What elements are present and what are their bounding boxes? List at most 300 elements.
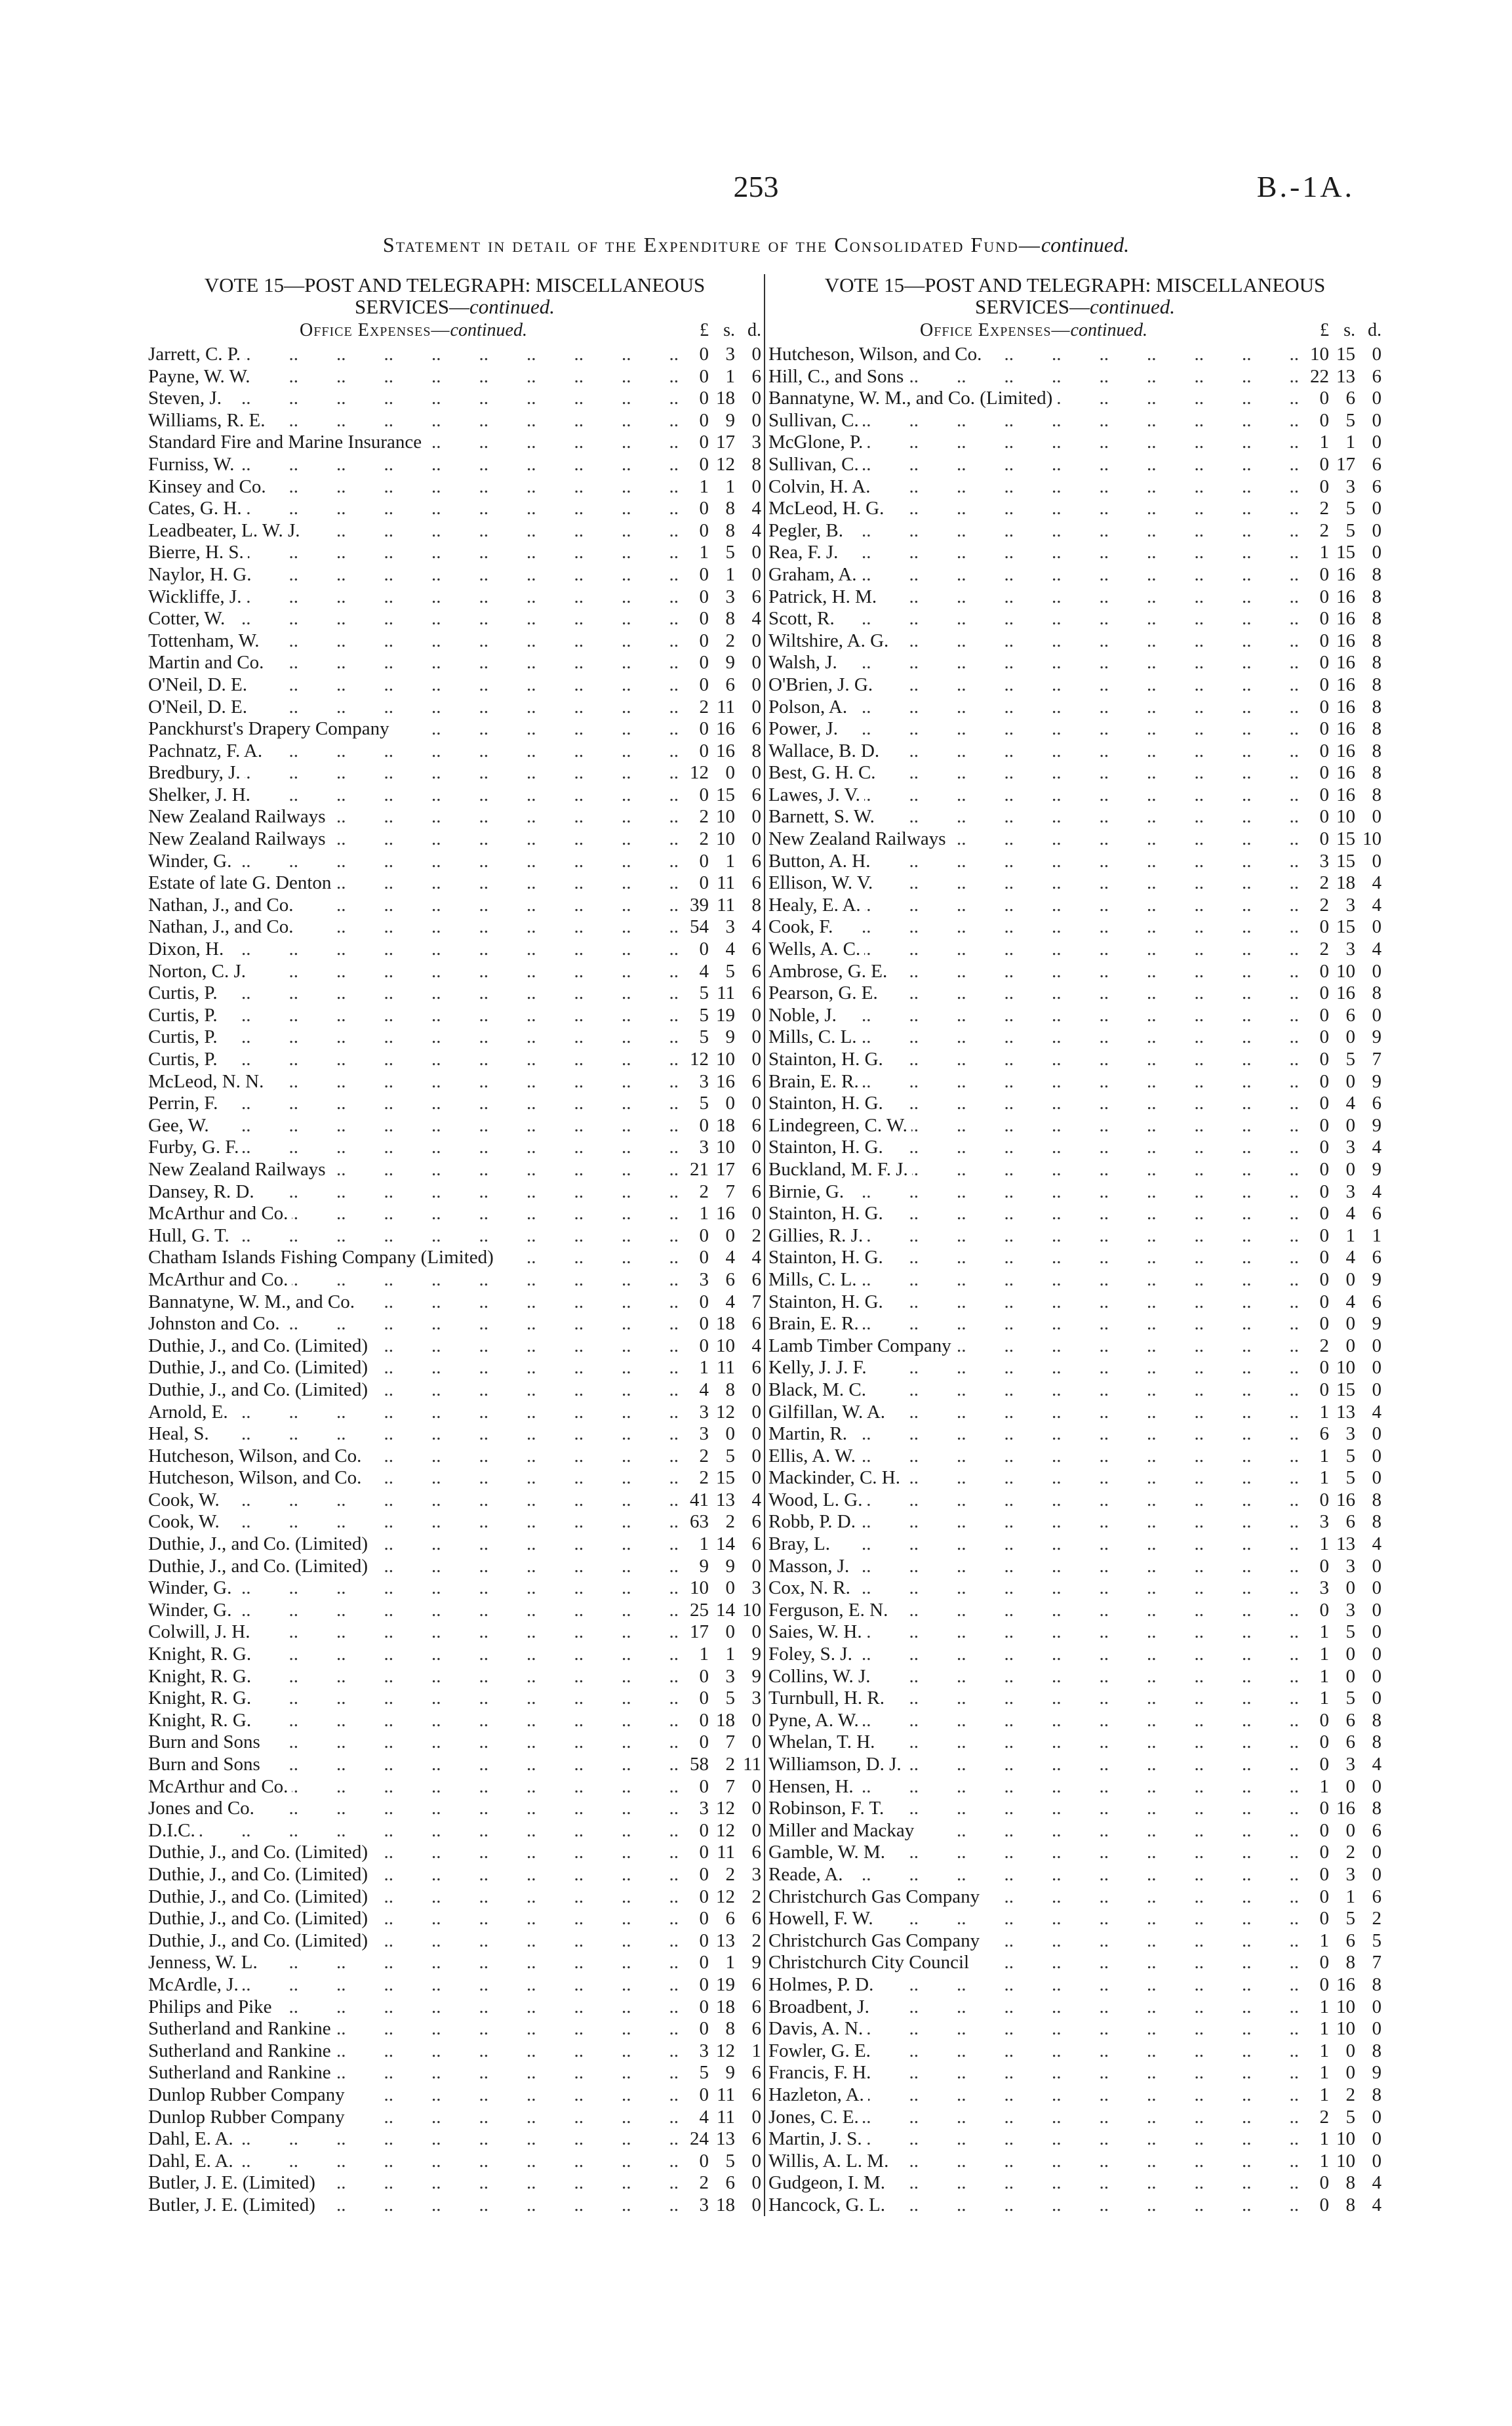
pence-value: 9 — [751, 1952, 761, 1973]
pence-value: 8 — [1372, 1511, 1382, 1533]
table-row — [768, 520, 1382, 542]
table-row — [768, 1533, 1382, 1556]
payee-name: Gudgeon, I. M. — [768, 2172, 889, 2193]
payee-cell — [148, 652, 679, 674]
payee-cell — [148, 498, 679, 520]
table-row — [148, 1071, 761, 1093]
pence-value: 0 — [1372, 344, 1382, 365]
pounds-value: 0 — [1319, 1093, 1329, 1114]
shillings-value: 0 — [725, 1093, 735, 1114]
payee-cell — [768, 2194, 1299, 2217]
pence-value: 8 — [1372, 696, 1382, 718]
payee-name: Ellis, A. W. — [768, 1445, 860, 1466]
pence-value: 8 — [1372, 563, 1382, 585]
table-row — [148, 1644, 761, 1666]
pounds-value: 3 — [699, 2040, 709, 2061]
shillings-value: 4 — [725, 1291, 735, 1312]
shillings-value: 6 — [1345, 1511, 1355, 1533]
shillings-value: 0 — [1345, 1577, 1355, 1599]
pence-value: 6 — [751, 872, 761, 894]
table-row — [768, 1644, 1382, 1666]
payee-cell — [148, 1115, 679, 1137]
pounds-value: 2 — [699, 828, 709, 850]
shillings-value: 8 — [725, 498, 735, 519]
payee-cell — [148, 2040, 679, 2063]
pence-value: 4 — [1372, 2194, 1382, 2215]
table-row — [768, 1049, 1382, 1071]
pounds-value: 5 — [699, 982, 709, 1004]
payee-name: Knight, R. G. — [148, 1688, 255, 1708]
table-row — [148, 1181, 761, 1203]
payee-name: Duthie, J., and Co. (Limited) — [148, 1864, 372, 1885]
pence-value: 4 — [1372, 1137, 1382, 1158]
payee-name: Duthie, J., and Co. (Limited) — [148, 1357, 372, 1378]
pounds-value: 0 — [699, 1886, 709, 1907]
table-row — [768, 2172, 1382, 2194]
pounds-value: 2 — [699, 1181, 709, 1202]
table-row — [768, 1842, 1382, 1864]
pounds-value: 1 — [1319, 542, 1329, 563]
payee-name: New Zealand Railways — [768, 828, 950, 849]
payee-name: Hutcheson, Wilson, and Co. — [148, 1467, 365, 1488]
pounds-value: 0 — [699, 630, 709, 651]
payee-cell — [768, 1071, 1299, 1093]
pounds-value: 0 — [699, 498, 709, 519]
shillings-value: 1 — [725, 1952, 735, 1973]
pounds-value: 0 — [699, 1665, 709, 1687]
pounds-value: 6 — [1319, 1423, 1329, 1445]
pounds-value: 0 — [1319, 1842, 1329, 1863]
payee-name: Butler, J. E. (Limited) — [148, 2194, 319, 2215]
table-row — [768, 1225, 1382, 1247]
pence-value: 4 — [751, 916, 761, 938]
pence-value: 4 — [1372, 894, 1382, 916]
payee-cell — [148, 762, 679, 784]
pence-value: 8 — [1372, 718, 1382, 740]
shillings-value: 0 — [725, 1423, 735, 1445]
pounds-value: 0 — [699, 1291, 709, 1312]
payee-name: Hazleton, A. — [768, 2084, 868, 2105]
pounds-value: 5 — [699, 1026, 709, 1048]
pence-value: 4 — [1372, 1181, 1382, 1202]
table-row — [768, 1930, 1382, 1952]
payee-name: Lawes, J. V. — [768, 784, 864, 805]
table-row — [768, 344, 1382, 366]
pence-value: 3 — [751, 1577, 761, 1599]
payee-cell — [768, 1930, 1299, 1952]
pounds-value: 0 — [1319, 1026, 1329, 1048]
shillings-value: 16 — [716, 1070, 735, 1092]
shillings-value: 18 — [716, 1114, 735, 1136]
table-row — [148, 1379, 761, 1402]
pounds-value: 0 — [699, 1863, 709, 1885]
shillings-value: 6 — [1345, 1709, 1355, 1731]
table-row — [148, 564, 761, 586]
payee-cell — [768, 1026, 1299, 1049]
pence-value: 0 — [751, 1093, 761, 1114]
pence-value: 9 — [1372, 1026, 1382, 1048]
pence-value: 4 — [1372, 2172, 1382, 2194]
pence-value: 0 — [751, 388, 761, 409]
payee-name: Pachnatz, F. A. — [148, 740, 266, 761]
pence-value: 2 — [1372, 1908, 1382, 1930]
shillings-value: 3 — [1345, 1423, 1355, 1445]
pence-value: 8 — [1372, 2040, 1382, 2061]
table-row — [768, 872, 1382, 895]
right-vote-heading-line1: VOTE 15—POST AND TELEGRAPH: MISCELLANEOUS — [824, 274, 1326, 296]
table-row — [768, 1467, 1382, 1489]
pence-value: 4 — [751, 1335, 761, 1356]
shillings-value: 3 — [1345, 1555, 1355, 1577]
pence-value: 0 — [751, 409, 761, 431]
payee-name: Furby, G. F. — [148, 1137, 243, 1158]
payee-name: Wiltshire, A. G. — [768, 630, 892, 651]
payee-name: Duthie, J., and Co. (Limited) — [148, 1930, 372, 1951]
table-row — [148, 916, 761, 939]
table-row — [768, 762, 1382, 784]
shillings-value: 9 — [725, 1026, 735, 1048]
shillings-value: 9 — [725, 2062, 735, 2084]
pounds-value: 41 — [690, 1489, 709, 1510]
table-row — [148, 1974, 761, 1996]
pence-value: 6 — [751, 1070, 761, 1092]
payee-cell — [148, 895, 679, 917]
shillings-value: 6 — [725, 2172, 735, 2194]
payee-name: McArthur and Co. — [148, 1776, 292, 1797]
pence-value: 0 — [1372, 1357, 1382, 1379]
table-row — [148, 2040, 761, 2063]
pence-value: 0 — [1372, 960, 1382, 982]
shillings-value: 13 — [1336, 1533, 1355, 1555]
pence-value: 7 — [1372, 1952, 1382, 1973]
shillings-value: 16 — [716, 718, 735, 740]
pence-value: 6 — [751, 1181, 761, 1202]
pounds-value: 0 — [699, 1688, 709, 1709]
shillings-value: 3 — [1345, 475, 1355, 497]
payee-cell — [148, 630, 679, 653]
pounds-value: 0 — [699, 1731, 709, 1753]
pence-value: 4 — [751, 498, 761, 519]
payee-cell — [768, 1335, 1299, 1358]
table-row — [768, 366, 1382, 388]
payee-cell — [768, 1556, 1299, 1578]
table-row — [148, 1886, 761, 1909]
payee-name: Sutherland and Rankine — [148, 2040, 335, 2061]
left-pounds-header: £ — [700, 320, 709, 340]
pence-value: 6 — [1372, 1819, 1382, 1841]
payee-name: Duthie, J., and Co. (Limited) — [148, 1533, 372, 1554]
pence-value: 2 — [751, 1886, 761, 1907]
table-row — [148, 1577, 761, 1600]
shillings-value: 13 — [716, 1930, 735, 1951]
table-row — [148, 652, 761, 674]
table-row — [768, 1291, 1382, 1314]
payee-name: Dixon, H. — [148, 939, 228, 960]
table-row — [148, 697, 761, 719]
pounds-value: 2 — [699, 806, 709, 828]
table-row — [768, 1776, 1382, 1798]
table-row — [148, 2172, 761, 2194]
pence-value: 8 — [1372, 1973, 1382, 1995]
pounds-value: 0 — [1319, 1313, 1329, 1335]
payee-name: Cook, F. — [768, 916, 837, 937]
pence-value: 0 — [751, 1819, 761, 1841]
payee-cell — [768, 2128, 1299, 2151]
shillings-value: 5 — [1345, 1688, 1355, 1709]
table-row — [768, 608, 1382, 630]
pence-value: 8 — [1372, 740, 1382, 761]
pence-value: 0 — [751, 1731, 761, 1753]
shillings-value: 3 — [1345, 1754, 1355, 1775]
payee-cell — [768, 895, 1299, 917]
table-row — [148, 1049, 761, 1071]
payee-cell — [148, 1600, 679, 1622]
shillings-value: 19 — [716, 1973, 735, 1995]
payee-name: Johnston and Co. — [148, 1313, 284, 1334]
right-subheading: Office Expenses—continued. — [920, 320, 1147, 340]
shillings-value: 5 — [725, 960, 735, 982]
pence-value: 0 — [751, 806, 761, 828]
pounds-value: 0 — [1319, 1555, 1329, 1577]
pounds-value: 0 — [1319, 828, 1329, 850]
pounds-value: 12 — [690, 762, 709, 784]
pounds-value: 0 — [699, 1247, 709, 1268]
pence-value: 8 — [1372, 1709, 1382, 1731]
pence-value: 0 — [1372, 1577, 1382, 1599]
table-row — [768, 1798, 1382, 1820]
payee-cell — [148, 1974, 679, 1996]
pounds-value: 63 — [690, 1511, 709, 1533]
pence-value: 6 — [751, 939, 761, 960]
payee-name: Duthie, J., and Co. (Limited) — [148, 1556, 372, 1577]
payee-cell — [148, 1005, 679, 1027]
pence-value: 0 — [751, 762, 761, 784]
payee-name: Francis, F. H. — [768, 2062, 875, 2083]
pence-value: 6 — [751, 1268, 761, 1290]
table-row — [768, 2107, 1382, 2129]
pounds-value: 0 — [1319, 1731, 1329, 1753]
payee-cell — [768, 564, 1299, 586]
shillings-value: 6 — [1345, 388, 1355, 409]
table-row — [768, 1402, 1382, 1424]
shillings-value: 0 — [1345, 1819, 1355, 1841]
payee-name: Whelan, T. H. — [768, 1731, 879, 1752]
pence-value: 0 — [751, 630, 761, 651]
table-row — [768, 1864, 1382, 1886]
shillings-value: 0 — [725, 1577, 735, 1599]
pence-value: 0 — [751, 1049, 761, 1070]
pence-value: 9 — [1372, 2062, 1382, 2084]
pence-value: 3 — [751, 1863, 761, 1885]
shillings-value: 8 — [1345, 1952, 1355, 1973]
pence-value: 6 — [751, 1842, 761, 1863]
shillings-value: 15 — [1336, 916, 1355, 938]
table-row — [148, 432, 761, 454]
payee-cell — [768, 762, 1299, 784]
payee-cell — [148, 2062, 679, 2084]
shillings-value: 1 — [1345, 1224, 1355, 1246]
payee-cell — [768, 366, 1299, 388]
table-row — [768, 784, 1382, 807]
payee-name: Lamb Timber Company — [768, 1335, 955, 1356]
payee-name: Bannatyne, W. M., and Co. (Limited) — [768, 388, 1056, 409]
payee-cell — [148, 2128, 679, 2151]
pence-value: 10 — [742, 1599, 761, 1621]
payee-name: Cook, W. — [148, 1511, 224, 1532]
payee-cell — [148, 1776, 679, 1798]
pounds-value: 0 — [1319, 1049, 1329, 1070]
pounds-value: 1 — [1319, 2150, 1329, 2172]
table-row — [768, 806, 1382, 828]
payee-name: Ellison, W. V. — [768, 872, 877, 893]
payee-name: Gee, W. — [148, 1115, 213, 1136]
payee-name: New Zealand Railways — [148, 1159, 330, 1180]
payee-name: Wickliffe, J. — [148, 586, 245, 607]
pounds-value: 0 — [699, 586, 709, 607]
shillings-value: 8 — [725, 519, 735, 541]
pounds-value: 21 — [690, 1158, 709, 1180]
pounds-value: 0 — [1319, 762, 1329, 784]
payee-cell — [768, 410, 1299, 432]
statement-title: Statement in detail of the Expenditure of the Consolidated Fund—continued. — [382, 233, 1130, 256]
payee-name: Saies, W. H. — [768, 1621, 866, 1642]
table-row — [148, 498, 761, 520]
pence-value: 0 — [1372, 2150, 1382, 2172]
payee-cell — [148, 674, 679, 697]
payee-cell — [148, 872, 679, 895]
pounds-value: 0 — [699, 344, 709, 365]
payee-cell — [768, 1445, 1299, 1468]
pence-value: 1 — [1372, 1224, 1382, 1246]
pence-value: 0 — [751, 2150, 761, 2172]
payee-name: Turnbull, H. R. — [768, 1688, 888, 1708]
payee-name: Wood, L. G. — [768, 1489, 866, 1510]
pounds-value: 0 — [1319, 1268, 1329, 1290]
payee-cell — [148, 1423, 679, 1445]
payee-name: Cox, N. R. — [768, 1577, 854, 1598]
table-row — [148, 608, 761, 630]
table-row — [768, 1335, 1382, 1358]
shillings-value: 16 — [1336, 652, 1355, 674]
payee-name: Standard Fire and Marine Insurance — [148, 432, 426, 453]
pounds-value: 1 — [699, 1357, 709, 1379]
pence-value: 0 — [751, 1555, 761, 1577]
pence-value: 0 — [751, 1775, 761, 1797]
pounds-value: 0 — [699, 388, 709, 409]
payee-cell — [768, 388, 1299, 410]
shillings-value: 4 — [725, 1247, 735, 1268]
table-row — [768, 1996, 1382, 2019]
payee-name: Stainton, H. G. — [768, 1247, 887, 1268]
shillings-value: 5 — [1345, 1621, 1355, 1643]
payee-cell — [768, 652, 1299, 674]
payee-cell — [148, 1864, 679, 1886]
shillings-value: 5 — [1345, 409, 1355, 431]
payee-cell — [148, 1489, 679, 1512]
payee-cell — [148, 784, 679, 807]
pence-value: 5 — [1372, 1930, 1382, 1951]
shillings-value: 10 — [716, 1049, 735, 1070]
payee-cell — [768, 1820, 1299, 1842]
payee-cell — [768, 674, 1299, 697]
payee-cell — [148, 939, 679, 961]
pounds-value: 0 — [1319, 1247, 1329, 1268]
table-row — [148, 542, 761, 564]
payee-name: D.I.C. — [148, 1820, 199, 1841]
payee-name: New Zealand Railways — [148, 828, 330, 849]
shillings-value: 12 — [716, 453, 735, 475]
payee-cell — [148, 1621, 679, 1644]
pounds-value: 2 — [1319, 498, 1329, 519]
pence-value: 10 — [1363, 828, 1382, 850]
payee-cell — [148, 1842, 679, 1864]
payee-name: Foley, S. J. — [768, 1644, 856, 1665]
pence-value: 1 — [751, 2040, 761, 2061]
pounds-value: 0 — [1319, 388, 1329, 409]
pence-value: 11 — [743, 1754, 761, 1775]
pounds-value: 2 — [699, 1467, 709, 1489]
table-row — [768, 1181, 1382, 1203]
pence-value: 9 — [1372, 1070, 1382, 1092]
pounds-value: 0 — [1319, 1952, 1329, 1973]
table-row — [768, 1313, 1382, 1335]
pounds-value: 1 — [1319, 1665, 1329, 1687]
pounds-value: 1 — [699, 1533, 709, 1555]
payee-cell — [148, 1754, 679, 1776]
payee-name: Sullivan, C. — [768, 454, 863, 475]
shillings-value: 16 — [1336, 1489, 1355, 1510]
table-row — [148, 939, 761, 961]
left-pence-header: d. — [747, 320, 761, 340]
table-row — [148, 1445, 761, 1468]
shillings-value: 2 — [725, 630, 735, 651]
shillings-value: 10 — [716, 828, 735, 850]
payee-name: Scott, R. — [768, 608, 839, 629]
table-row — [148, 1776, 761, 1798]
payee-name: Perrin, F. — [148, 1093, 222, 1114]
table-row — [768, 1511, 1382, 1533]
pounds-value: 3 — [699, 1137, 709, 1158]
shillings-value: 18 — [716, 1313, 735, 1335]
pence-value: 2 — [751, 1930, 761, 1951]
shillings-value: 5 — [725, 1445, 735, 1466]
pounds-value: 0 — [1319, 982, 1329, 1004]
right-column — [764, 274, 1382, 2216]
payee-cell — [768, 1247, 1299, 1269]
payee-cell — [148, 697, 679, 719]
payee-cell — [768, 1754, 1299, 1776]
table-row — [148, 1313, 761, 1335]
pounds-value: 4 — [699, 1379, 709, 1400]
payee-cell — [768, 718, 1299, 740]
shillings-value: 9 — [725, 652, 735, 674]
pounds-value: 0 — [699, 652, 709, 674]
shillings-value: 10 — [1336, 2018, 1355, 2040]
pence-value: 6 — [751, 2018, 761, 2040]
pence-value: 6 — [751, 1996, 761, 2017]
shillings-value: 10 — [716, 1335, 735, 1356]
pounds-value: 2 — [1319, 1335, 1329, 1356]
pence-value: 0 — [1372, 1467, 1382, 1489]
payee-name: Wells, A. C. — [768, 939, 864, 960]
pence-value: 0 — [1372, 1379, 1382, 1400]
table-row — [768, 895, 1382, 917]
pence-value: 0 — [1372, 2106, 1382, 2128]
pence-value: 0 — [1372, 1445, 1382, 1466]
payee-name: Knight, R. G. — [148, 1644, 255, 1665]
payee-cell — [768, 1644, 1299, 1666]
left-column — [148, 274, 761, 2216]
